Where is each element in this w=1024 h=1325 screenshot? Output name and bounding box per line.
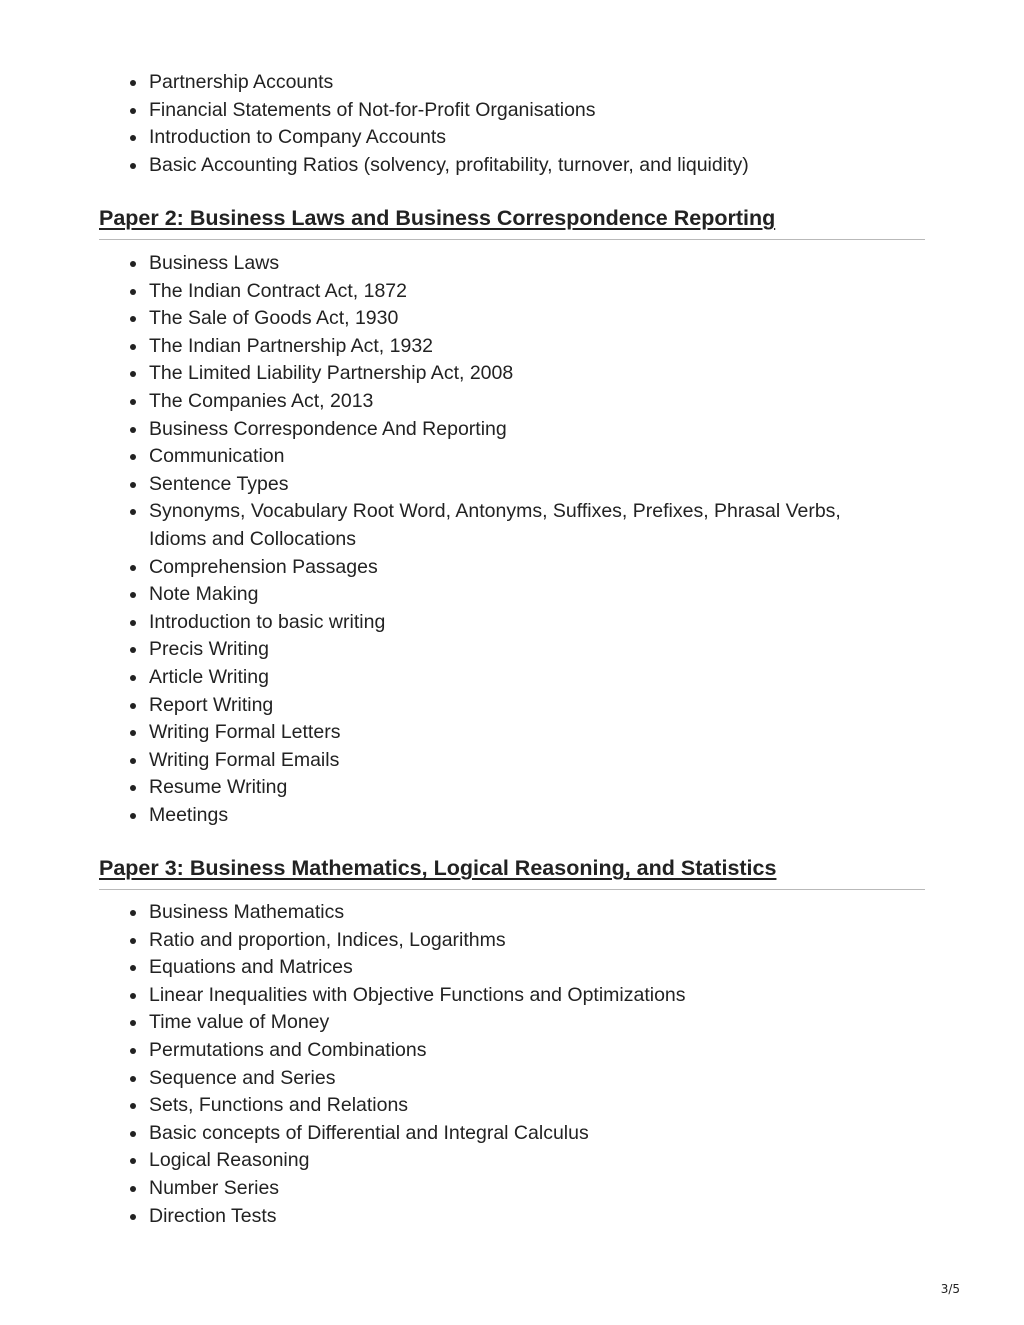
paper3-heading: Paper 3: Business Mathematics, Logical Reasoning, and Statistics	[99, 854, 925, 890]
list-item: Financial Statements of Not-for-Profit Organisations	[0, 97, 900, 125]
paper2-heading: Paper 2: Business Laws and Business Correspondence Reporting	[99, 204, 925, 240]
list-item: Note Making	[0, 581, 900, 609]
paper3-topic-list	[0, 899, 900, 1230]
list-item: Business Laws	[0, 250, 900, 278]
list-item: Meetings	[0, 802, 900, 830]
list-item: Business Correspondence And Reporting	[0, 416, 900, 444]
list-item: Number Series	[0, 1175, 900, 1203]
list-item: Equations and Matrices	[0, 954, 900, 982]
page-number: 3/5	[940, 1282, 960, 1296]
list-item: Basic concepts of Differential and Integral Calculus	[0, 1120, 900, 1148]
list-item: Sequence and Series	[0, 1065, 900, 1093]
list-item: Synonyms, Vocabulary Root Word, Antonyms, Suffixes, Prefixes, Phrasal Verbs, Idioms and Collocations	[0, 498, 869, 553]
list-item: Report Writing	[0, 692, 900, 720]
list-item: The Indian Partnership Act, 1932	[0, 333, 900, 361]
intro-topic-list	[0, 69, 900, 179]
list-item: Communication	[0, 443, 900, 471]
list-item: Partnership Accounts	[0, 69, 900, 97]
list-item: The Sale of Goods Act, 1930	[0, 305, 900, 333]
list-item: Permutations and Combinations	[0, 1037, 900, 1065]
list-item: Resume Writing	[0, 774, 900, 802]
list-item: Article Writing	[0, 664, 900, 692]
list-item: Logical Reasoning	[0, 1147, 900, 1175]
list-item: Time value of Money	[0, 1009, 900, 1037]
list-item: Precis Writing	[0, 636, 900, 664]
list-item: The Limited Liability Partnership Act, 2008	[0, 360, 900, 388]
list-item: Comprehension Passages	[0, 554, 900, 582]
list-item: The Indian Contract Act, 1872	[0, 278, 900, 306]
list-item: Introduction to Company Accounts	[0, 124, 900, 152]
list-item: Writing Formal Letters	[0, 719, 900, 747]
list-item: Introduction to basic writing	[0, 609, 900, 637]
list-item: The Companies Act, 2013	[0, 388, 900, 416]
list-item: Ratio and proportion, Indices, Logarithms	[0, 927, 900, 955]
list-item: Business Mathematics	[0, 899, 900, 927]
list-item: Sets, Functions and Relations	[0, 1092, 900, 1120]
list-item: Writing Formal Emails	[0, 747, 900, 775]
paper2-topic-list	[0, 250, 900, 829]
list-item: Basic Accounting Ratios (solvency, profitability, turnover, and liquidity)	[0, 152, 900, 180]
list-item: Direction Tests	[0, 1203, 900, 1231]
list-item: Linear Inequalities with Objective Functions and Optimizations	[0, 982, 900, 1010]
list-item: Sentence Types	[0, 471, 900, 499]
